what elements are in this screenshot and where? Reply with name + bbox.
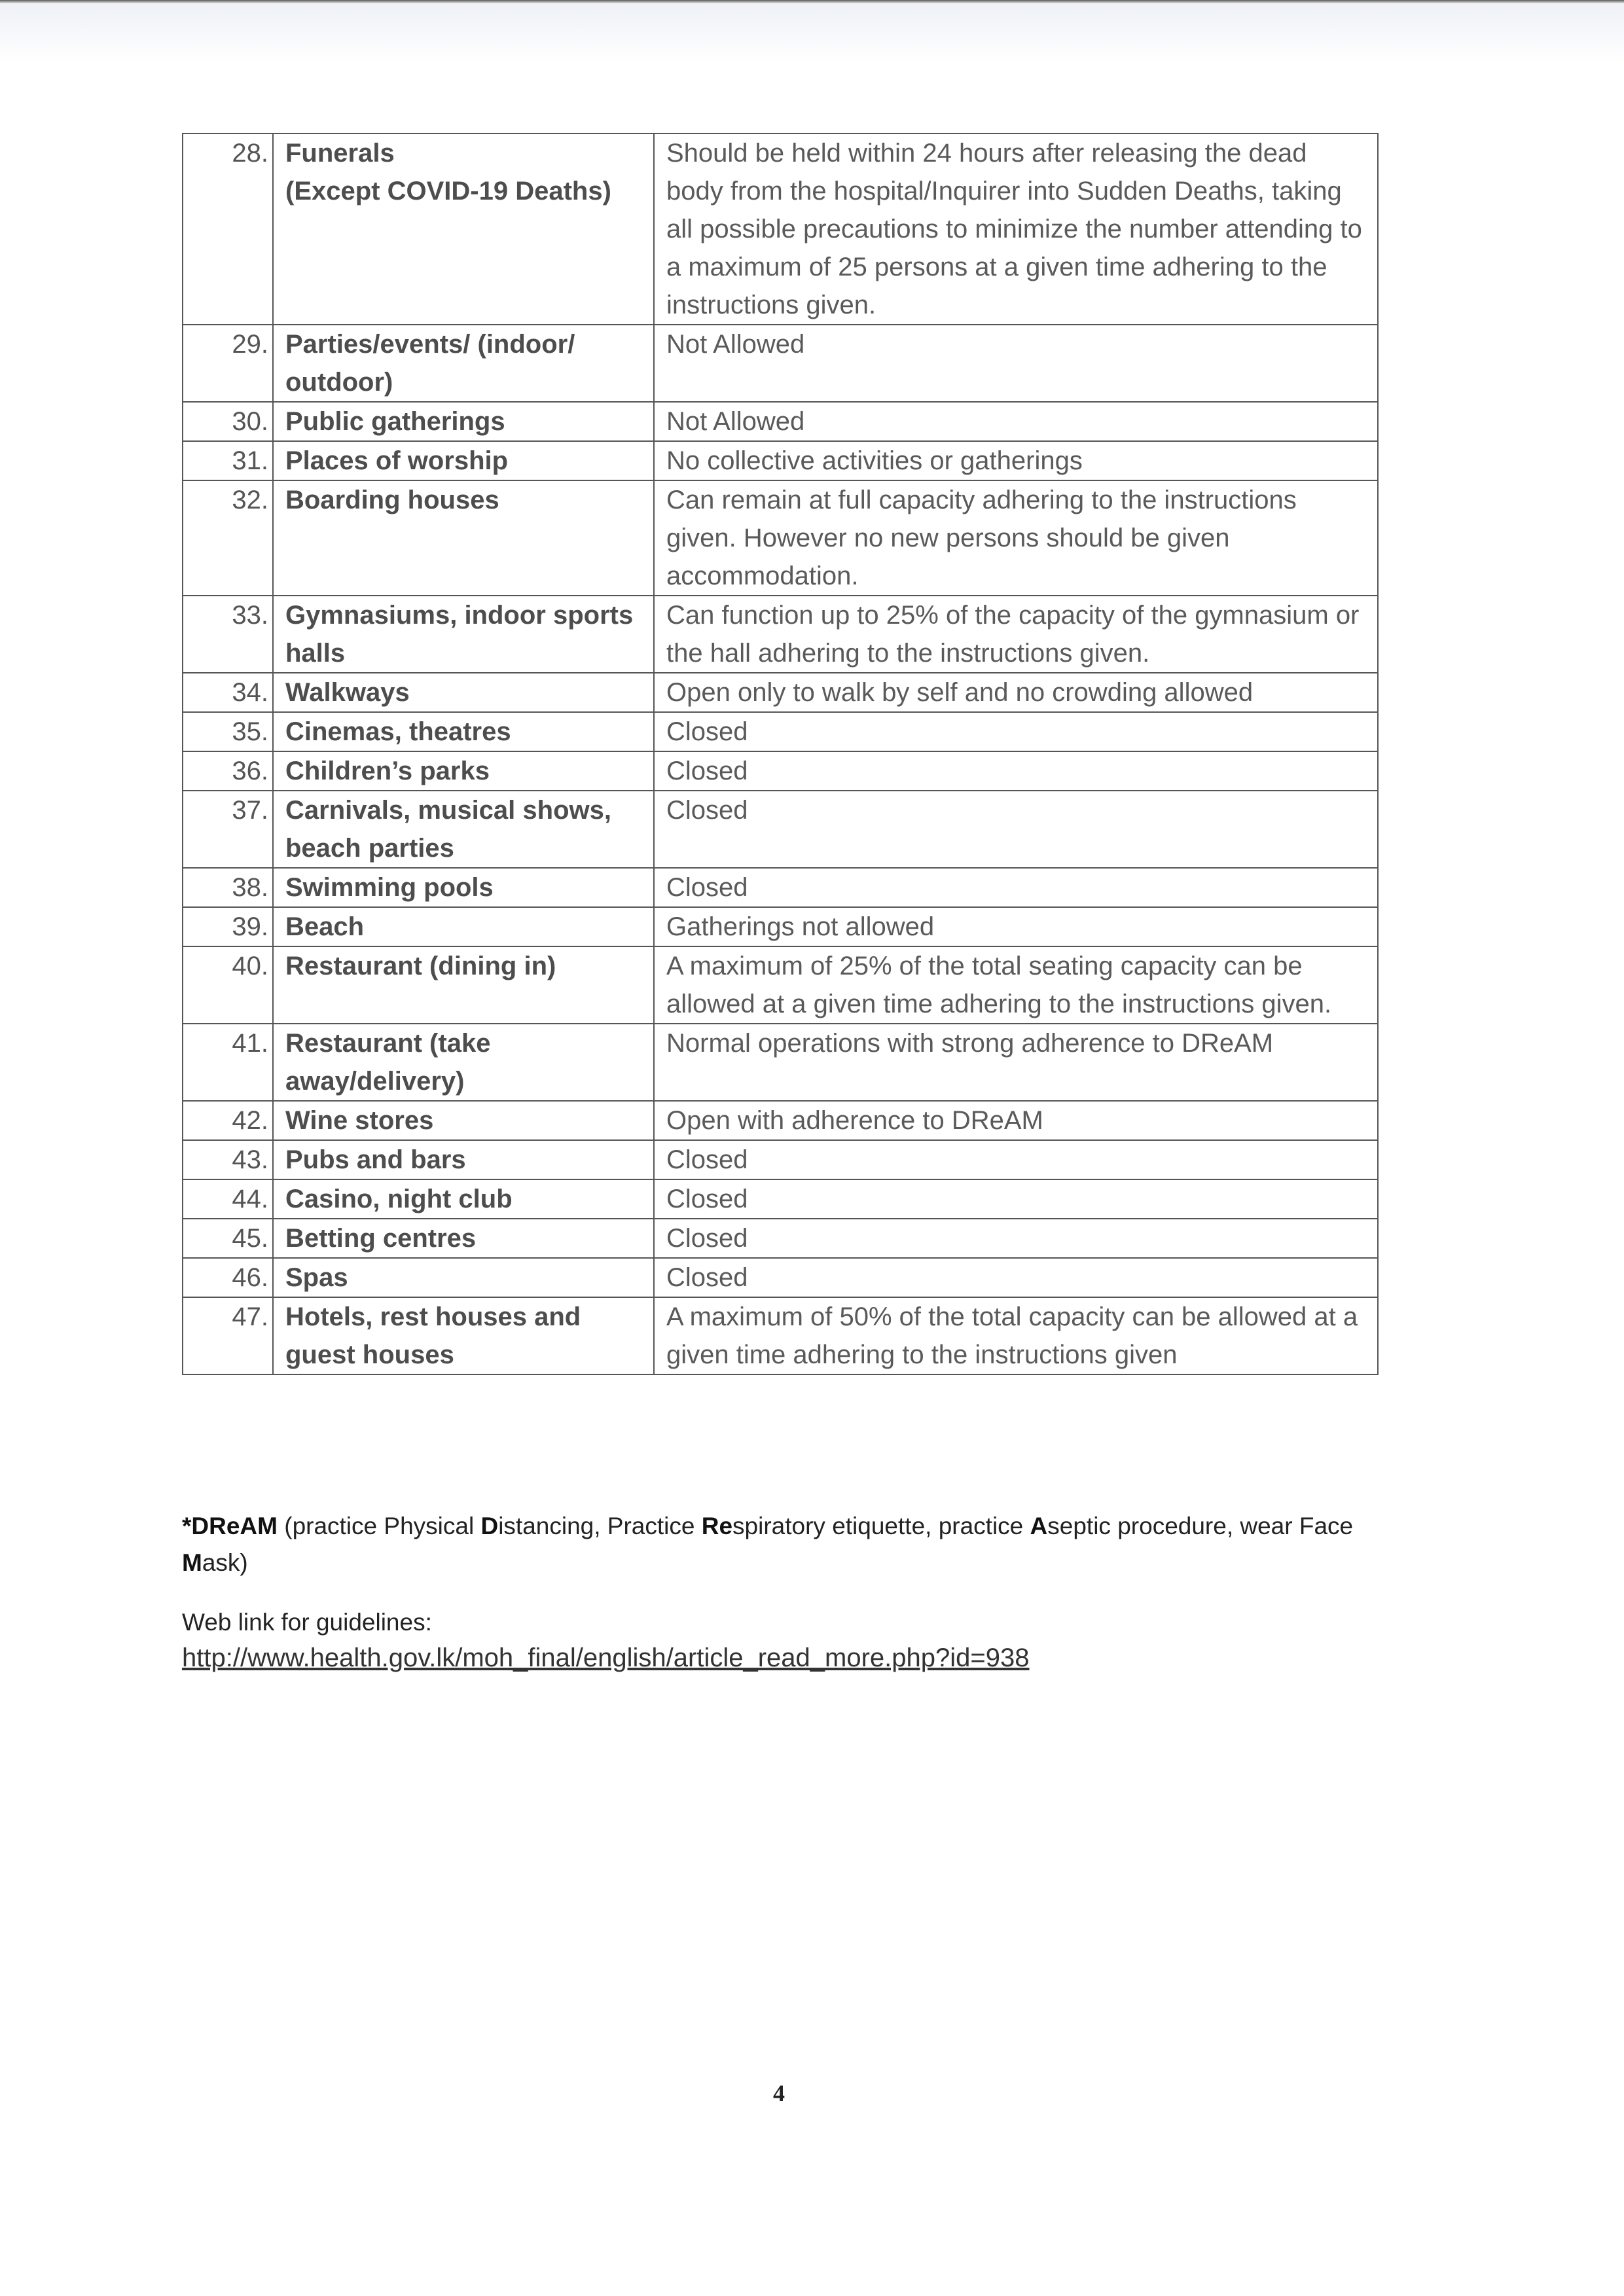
- table-row: [183, 673, 1378, 712]
- activity-name: [273, 1140, 654, 1179]
- activity-name: [273, 1258, 654, 1297]
- table-row: [183, 868, 1378, 907]
- table-row: [183, 907, 1378, 946]
- row-number: 29.: [183, 325, 273, 402]
- footnote-text: spiratory etiquette, practice: [732, 1513, 1030, 1539]
- scan-shadow: [0, 4, 1624, 63]
- activity-name-line: Boarding houses: [285, 486, 499, 514]
- table-row: [183, 402, 1378, 441]
- activity-name: [273, 441, 654, 480]
- activity-name-line: Gymnasiums, indoor sports halls: [285, 601, 634, 668]
- restrictions-table-body: [183, 134, 1378, 1374]
- footnote-emphasis: A: [1030, 1513, 1048, 1539]
- row-number: 33.: [183, 596, 273, 673]
- activity-name-line: Public gatherings: [285, 407, 505, 436]
- row-number: 47.: [183, 1297, 273, 1374]
- activity-name-line: Cinemas, theatres: [285, 717, 511, 746]
- row-number: 43.: [183, 1140, 273, 1179]
- dream-footnote: [182, 1508, 1393, 1581]
- activity-name: [273, 1179, 654, 1219]
- activity-name-line: Swimming pools: [285, 873, 494, 902]
- table-row: [183, 1024, 1378, 1101]
- activity-rule: Closed: [654, 1140, 1378, 1179]
- activity-name: [273, 1297, 654, 1374]
- activity-name: [273, 1024, 654, 1101]
- activity-name: [273, 673, 654, 712]
- activity-name: [273, 712, 654, 751]
- activity-rule: Open with adherence to DReAM: [654, 1101, 1378, 1140]
- activity-name-line: Carnivals, musical shows, beach parties: [285, 796, 611, 863]
- row-number: 38.: [183, 868, 273, 907]
- row-number: 31.: [183, 441, 273, 480]
- activity-rule: Should be held within 24 hours after releasing the dead body from the hospital/Inquirer into Sudden Deaths, taking all possible precautions to minimize the number attending to a maximum of 25 persons at a given time adhering to the instructions given.: [654, 134, 1378, 325]
- table-row: [183, 1179, 1378, 1219]
- activity-rule: Gatherings not allowed: [654, 907, 1378, 946]
- table-row: [183, 1219, 1378, 1258]
- activity-name-line: Beach: [285, 912, 365, 941]
- activity-name: [273, 325, 654, 402]
- activity-name: [273, 791, 654, 868]
- activity-name: [273, 751, 654, 791]
- footnote-emphasis: M: [182, 1549, 202, 1576]
- page-number: 4: [773, 2080, 785, 2106]
- activity-rule: Can remain at full capacity adhering to the instructions given. However no new persons should be given accommodation.: [654, 480, 1378, 596]
- row-number: 39.: [183, 907, 273, 946]
- table-row: [183, 751, 1378, 791]
- table-row: [183, 325, 1378, 402]
- activity-rule: Open only to walk by self and no crowding allowed: [654, 673, 1378, 712]
- activity-rule: Not Allowed: [654, 402, 1378, 441]
- activity-name: [273, 868, 654, 907]
- activity-name-line: Walkways: [285, 678, 410, 707]
- activity-name: [273, 134, 654, 325]
- activity-name: [273, 596, 654, 673]
- table-row: [183, 480, 1378, 596]
- table-row: [183, 441, 1378, 480]
- footnote-text: septic procedure, wear Face: [1047, 1513, 1354, 1539]
- activity-name-line: Spas: [285, 1263, 348, 1292]
- footnote-text: ask): [202, 1549, 248, 1576]
- activity-name-line: Children’s parks: [285, 757, 490, 785]
- row-number: 46.: [183, 1258, 273, 1297]
- row-number: 35.: [183, 712, 273, 751]
- guidelines-link[interactable]: http://www.health.gov.lk/moh_final/english/article_read_more.php?id=938: [182, 1643, 1030, 1672]
- restrictions-table: [182, 133, 1379, 1375]
- footnote-emphasis: *DReAM: [182, 1513, 278, 1539]
- row-number: 40.: [183, 946, 273, 1024]
- activity-name-line: Wine stores: [285, 1106, 434, 1135]
- activity-rule: Closed: [654, 751, 1378, 791]
- table-row: [183, 596, 1378, 673]
- activity-name-line: Funerals: [285, 139, 395, 168]
- activity-name: [273, 402, 654, 441]
- activity-rule: Closed: [654, 791, 1378, 868]
- activity-name-line: Casino, night club: [285, 1185, 513, 1213]
- activity-name: [273, 907, 654, 946]
- activity-rule: Can function up to 25% of the capacity of the gymnasium or the hall adhering to the instructions given.: [654, 596, 1378, 673]
- table-row: [183, 1101, 1378, 1140]
- table-row: [183, 1140, 1378, 1179]
- footnote-text: (practice Physical: [277, 1513, 481, 1539]
- table-row: [183, 946, 1378, 1024]
- row-number: 34.: [183, 673, 273, 712]
- activity-rule: No collective activities or gatherings: [654, 441, 1378, 480]
- row-number: 44.: [183, 1179, 273, 1219]
- activity-rule: Closed: [654, 868, 1378, 907]
- activity-name: [273, 1101, 654, 1140]
- row-number: 28.: [183, 134, 273, 325]
- activity-name-line: Restaurant (dining in): [285, 952, 556, 980]
- table-row: [183, 712, 1378, 751]
- activity-name-line: Betting centres: [285, 1224, 477, 1253]
- activity-rule: Not Allowed: [654, 325, 1378, 402]
- activity-name: [273, 480, 654, 596]
- footnote-emphasis: Re: [701, 1513, 733, 1539]
- row-number: 37.: [183, 791, 273, 868]
- row-number: 45.: [183, 1219, 273, 1258]
- activity-name: [273, 1219, 654, 1258]
- activity-rule: A maximum of 25% of the total seating capacity can be allowed at a given time adhering to the instructions given.: [654, 946, 1378, 1024]
- activity-rule: A maximum of 50% of the total capacity can be allowed at a given time adhering to the instructions given: [654, 1297, 1378, 1374]
- table-row: [183, 1258, 1378, 1297]
- activity-name: [273, 946, 654, 1024]
- activity-rule: Closed: [654, 1219, 1378, 1258]
- row-number: 32.: [183, 480, 273, 596]
- activity-name-line: Places of worship: [285, 446, 509, 475]
- row-number: 30.: [183, 402, 273, 441]
- table-row: [183, 134, 1378, 325]
- row-number: 41.: [183, 1024, 273, 1101]
- activity-rule: Closed: [654, 712, 1378, 751]
- web-link-label: Web link for guidelines:: [182, 1609, 432, 1636]
- activity-rule: Normal operations with strong adherence to DReAM: [654, 1024, 1378, 1101]
- activity-name-line: Restaurant (take away/delivery): [285, 1029, 491, 1096]
- row-number: 36.: [183, 751, 273, 791]
- table-row: [183, 791, 1378, 868]
- activity-name-line: Hotels, rest houses and guest houses: [285, 1302, 581, 1369]
- row-number: 42.: [183, 1101, 273, 1140]
- activity-name-line: Parties/events/ (indoor/ outdoor): [285, 330, 575, 397]
- activity-name-line: Pubs and bars: [285, 1145, 466, 1174]
- footnote-text: istancing, Practice: [498, 1513, 702, 1539]
- footnote-emphasis: D: [480, 1513, 499, 1539]
- activity-rule: Closed: [654, 1179, 1378, 1219]
- activity-name-line: (Except COVID-19 Deaths): [285, 177, 611, 206]
- table-row: [183, 1297, 1378, 1374]
- activity-rule: Closed: [654, 1258, 1378, 1297]
